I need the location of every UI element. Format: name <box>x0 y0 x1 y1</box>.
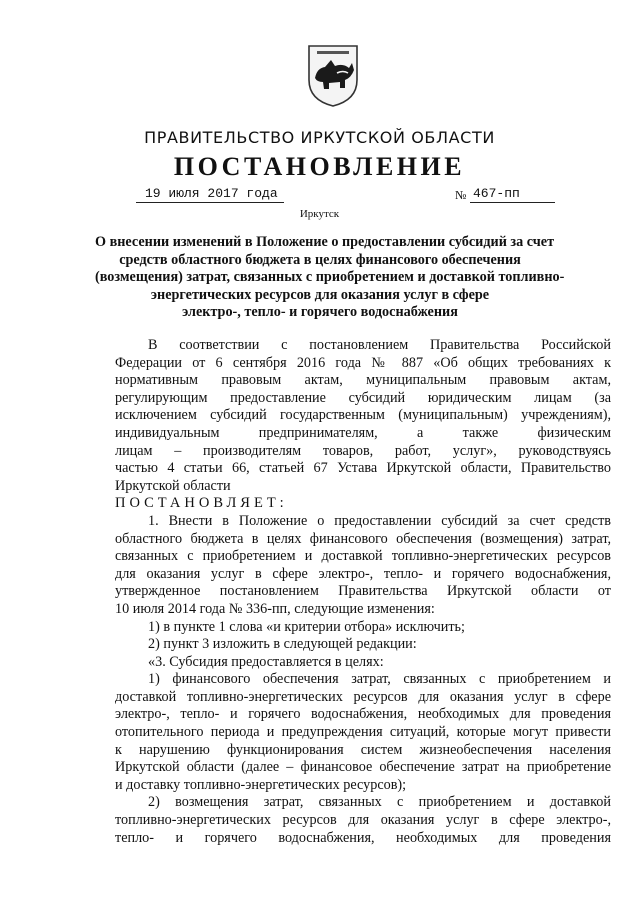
body-line: 10 июля 2014 года № 336-пп, следующие изменения: <box>115 600 435 617</box>
body-line: 2) пункт 3 изложить в следующей редакции: <box>148 636 417 653</box>
date-underline <box>136 202 284 203</box>
body-line: Федерации от 6 сентября 2016 года № 887 «Об общих требованиях к <box>115 354 611 371</box>
body-line: нормативным правовым актам, муниципальным правовым актам, <box>115 372 611 389</box>
body-line: связанных с приобретением и доставкой топливно-энергетических ресурсов <box>115 548 611 565</box>
body-line: 1) финансового обеспечения затрат, связанных с приобретением и <box>148 671 611 688</box>
document-type: ПОСТАНОВЛЕНИЕ <box>173 152 466 181</box>
body-line: отопительного периода и предупреждения ситуаций, которые могут привести <box>115 724 611 741</box>
body-line: утвержденное постановлением Правительства Иркутской области от <box>115 583 611 600</box>
title-line: энергетических ресурсов для оказания услуг в сфере <box>150 286 490 303</box>
body-line: индивидуальным предпринимателям, а также физическим <box>115 424 611 441</box>
body-line: Иркутской области <box>115 477 231 494</box>
body-line: и доставку топливно-энергетических ресурсов); <box>115 776 407 793</box>
number-label: № <box>455 188 467 202</box>
body-line: исключением субсидий государственным (муниципальным) учреждениям), <box>115 407 611 424</box>
title-line: (возмещения) затрат, связанных с приобретением и доставкой топливно- <box>95 269 565 286</box>
document-city: Иркутск <box>299 208 340 220</box>
document-title <box>95 234 565 322</box>
body-line: частью 4 статьи 66, статьей 67 Устава Иркутской области, Правительство <box>115 460 611 477</box>
number-underline <box>470 202 555 203</box>
body-line: 2) возмещения затрат, связанных с приобретением и доставкой <box>148 794 611 811</box>
document-body <box>115 337 611 847</box>
resolution-keyword: ПОСТАНОВЛЯЕТ: <box>115 495 288 512</box>
government-name: ПРАВИТЕЛЬСТВО ИРКУТСКОЙ ОБЛАСТИ <box>144 128 495 147</box>
document-number: 467-пп <box>473 186 520 201</box>
title-line: О внесении изменений в Положение о предоставлении субсидий за счет <box>95 234 555 250</box>
body-line: для оказания услуг в сфере электро-, тепло- и горячего водоснабжения, <box>115 565 611 582</box>
title-line: средств областного бюджета в целях финансового обеспечения <box>119 251 521 268</box>
body-line: к нарушению функционирования систем жизнеобеспечения населения <box>115 741 611 758</box>
body-line: 1. Внести в Положение о предоставлении субсидий за счет средств <box>148 512 611 529</box>
body-line: регулирующим предоставление субсидий юридическим лицам (за <box>115 389 611 406</box>
body-line: тепло- и горячего водоснабжения, необходимых для проведения <box>115 829 611 846</box>
body-line: областного бюджета в целях финансового обеспечения (возмещения) затрат, <box>115 530 611 547</box>
body-line: лицам – производителям товаров, работ, услуг», руководствуясь <box>115 442 611 459</box>
document-date: 19 июля 2017 года <box>145 186 278 201</box>
title-line: электро-, тепло- и горячего водоснабжения <box>182 304 458 321</box>
body-line: «3. Субсидия предоставляется в целях: <box>148 653 384 670</box>
body-line: 1) в пункте 1 слова «и критерии отбора» исключить; <box>148 618 465 635</box>
coat-of-arms-icon <box>305 42 361 108</box>
body-line: электро-, тепло- и горячего водоснабжения, необходимых для проведения <box>115 706 611 723</box>
body-line: топливно-энергетических ресурсов для оказания услуг в сфере электро-, <box>115 812 611 829</box>
body-line: В соответствии с постановлением Правительства Российской <box>148 337 611 353</box>
body-line: доставкой топливно-энергетических ресурсов для оказания услуг в сфере <box>115 688 611 705</box>
body-line: Иркутской области (далее – финансовое обеспечение затрат на приобретение <box>115 759 611 776</box>
